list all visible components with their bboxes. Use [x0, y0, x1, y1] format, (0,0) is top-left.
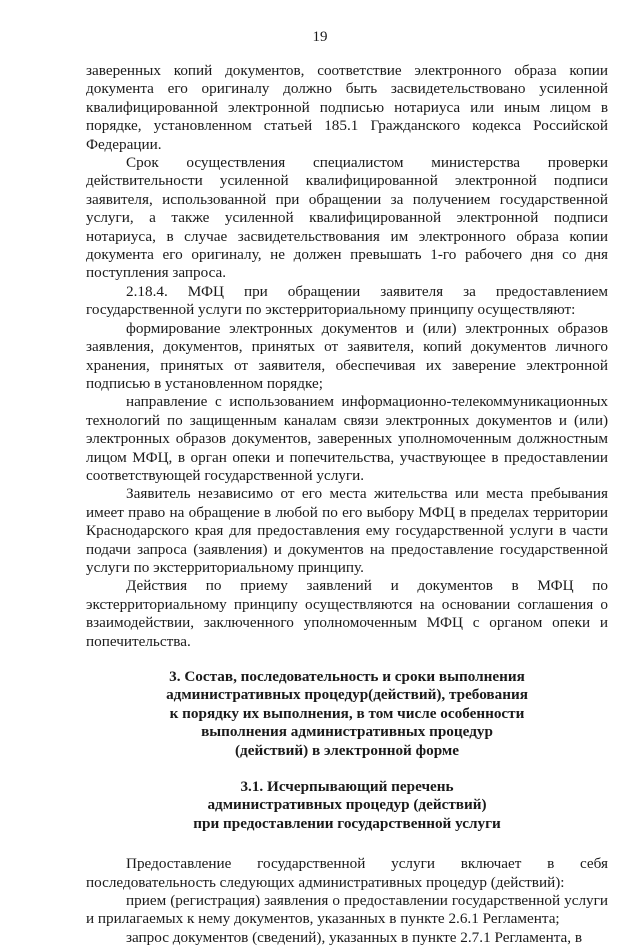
paragraph: 2.18.4. МФЦ при обращении заявителя за предоставлением государственной услуги по экстерриториальному принципу осуществляют:	[86, 282, 608, 319]
paragraph: Действия по приему заявлений и документов в МФЦ по экстерриториальному принципу осуществляются на основании соглашения о взаимодействии, заключенного уполномоченным МФЦ с органом опеки и попечительства.	[86, 577, 608, 650]
paragraph: формирование электронных документов и (или) электронных образов заявления, документов, принятых от заявителя, копий документов личного хранения, принятых от заявителя, обеспечивая их заверение электронной подписью в установленном порядке;	[86, 319, 608, 392]
heading-line: к порядку их выполнения, в том числе особенности	[169, 704, 525, 722]
document-body	[86, 62, 608, 947]
heading-line: 3.1. Исчерпывающий перечень	[240, 778, 454, 796]
paragraph: Заявитель независимо от его места жительства или места пребывания имеет право на обращение в любой по его выбору МФЦ в пределах территории Краснодарского края для предоставления ему государственной услуги в части подачи запроса (заявления) и документов на предоставление государственной услуги по экстерриториальному принципу.	[86, 485, 608, 576]
section-3-1-heading	[86, 778, 608, 833]
heading-line: административных процедур (действий)	[207, 796, 487, 814]
paragraph: запрос документов (сведений), указанных в пункте 2.7.1 Регламента, в	[126, 928, 583, 946]
paragraph: прием (регистрация) заявления о предоставлении государственной услуги и прилагаемых к нему документов, указанных в пункте 2.6.1 Регламента;	[86, 892, 608, 928]
paragraph: заверенных копий документов, соответствие электронного образа копии документа его оригиналу должно быть засвидетельствовано усиленной квалифицированной электронной подписью нотариуса или иным лицом в порядке, установленном статьей 185.1 Гражданского кодекса Российской Федерации.	[86, 62, 608, 153]
section-3-heading	[86, 668, 608, 760]
heading-line: выполнения административных процедур	[201, 723, 493, 741]
heading-line: при предоставлении государственной услуги	[193, 814, 501, 832]
paragraph: Срок осуществления специалистом министерства проверки действительности усиленной квалифицированной электронной подписи заявителя, использованной при обращении за получением государственной услуги, а также усиленной квалифицированной электронной подписи нотариуса, в случае засвидетельствования им электронного образа копии документа его оригиналу, не должен превышать 1-го рабочего дня со дня поступления запроса.	[86, 154, 608, 282]
paragraph: направление с использованием информационно-телекоммуникационных технологий по защищенным каналам связи электронных документов и (или) электронных образов документов, заверенных уполномоченным должностным лицом МФЦ, в орган опеки и попечительства, участвующее в предоставлении соответствующей государственной услуги.	[86, 393, 608, 484]
heading-line: (действий) в электронной форме	[234, 741, 460, 759]
page-number: 19	[312, 29, 328, 45]
paragraph: Предоставление государственной услуги включает в себя последовательность следующих административных процедур (действий):	[86, 855, 608, 891]
heading-line: 3. Состав, последовательность и сроки выполнения	[169, 668, 525, 685]
heading-line: административных процедур(действий), требования	[166, 686, 528, 704]
